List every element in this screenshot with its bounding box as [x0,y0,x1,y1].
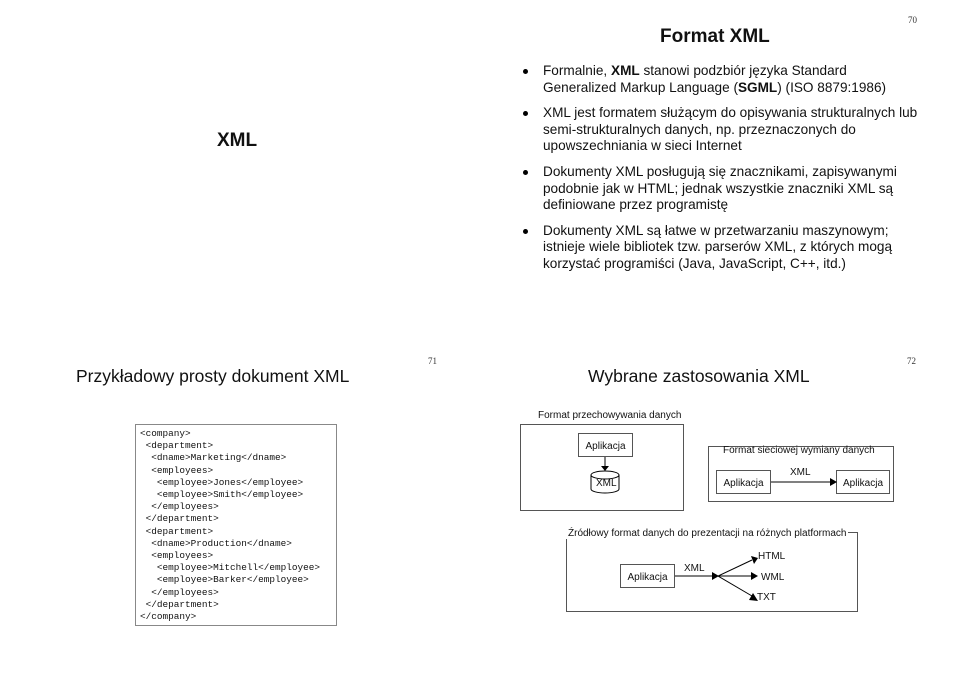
code-line: <dname>Marketing</dname> [140,452,287,464]
code-line: <employees> [140,550,214,562]
code-line: <department> [140,525,214,537]
code-box [135,424,337,626]
exchange-title: Format sieciowej wymiany danych [723,445,875,456]
slide-72 [480,340,960,679]
slide-71 [0,340,480,679]
database-label: XML [596,478,617,489]
code-line: </company> [140,611,197,623]
code-line: <employee>Barker</employee> [140,574,309,586]
presentation-app-box [620,564,675,588]
code-line: </employees> [140,586,219,598]
code-line: </employees> [140,501,219,513]
code-line: </department> [140,513,219,525]
slide-title: Przykładowy prosty dokument XML [76,366,350,386]
presentation-title: Źródłowy format danych do prezentacji na różnych platformach [568,528,847,539]
exchange-arrow-label: XML [790,467,811,478]
code-line: <employees> [140,464,214,476]
app-label: Aplikacja [723,478,764,489]
xml-code [140,428,320,623]
app-label: Aplikacja [842,478,884,489]
code-line: <employee>Mitchell</employee> [140,562,321,574]
bullet-item: Dokumenty XML posługują się znacznikami, zapisywanymi podobnie jak w HTML; jednak wszystkie znaczniki XML są definiowane przez programistę [521,164,921,214]
exchange-app-box-1 [716,470,771,494]
code-line: <department> [140,440,214,452]
presentation-arrow-label: XML [684,563,705,574]
slide-title: Format XML [660,26,770,47]
bullet-item: Formalnie, XML stanowi podzbiór języka Standard Generalized Markup Language (SGML) (ISO 8879:1986) [521,63,921,96]
fanout-arrows [718,556,758,604]
exchange-app-box-2 [836,470,890,494]
bullet-item: XML jest formatem służącym do opisywania strukturalnych lub semi-strukturalnych danych, np. przeznaczonych do upowszechniania w sieci Internet [521,105,921,155]
code-line: <dname>Production</dname> [140,537,292,549]
code-line: <employee>Smith</employee> [140,489,304,501]
slide-number: 70 [908,15,917,25]
storage-app-box [578,433,633,457]
bullet-list [521,63,921,282]
app-label: Aplikacja [585,441,626,452]
slide-70 [0,0,960,338]
code-line: <employee>Jones</employee> [140,476,304,488]
target-wml: WML [761,572,785,583]
slide-number: 71 [428,356,437,366]
exchange-arrow [771,477,837,487]
code-line: <company> [140,428,191,439]
section-label: XML [217,130,258,151]
target-txt: TXT [757,592,776,603]
slide-title: Wybrane zastosowania XML [588,366,810,386]
storage-title: Format przechowywania danych [535,410,684,421]
code-line: </department> [140,598,219,610]
storage-arrow [600,457,610,471]
bullet-item: Dokumenty XML są łatwe w przetwarzaniu maszynowym; istnieje wiele bibliotek tzw. parserów XML, z których mogą korzystać programiści (Java, JavaScript, C++, itd.) [521,223,921,273]
target-html: HTML [758,551,786,562]
slide-number: 72 [907,356,916,366]
app-label: Aplikacja [627,572,668,583]
